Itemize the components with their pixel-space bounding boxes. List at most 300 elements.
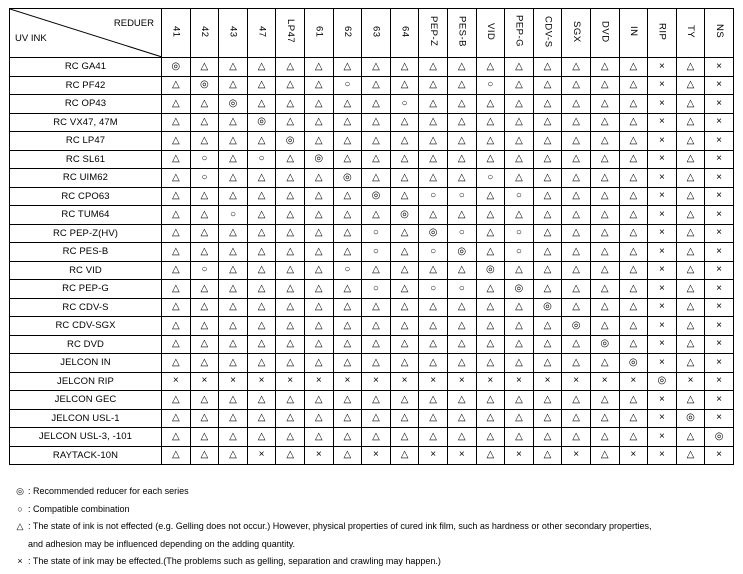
compatibility-cell: △ — [162, 428, 191, 447]
column-header-label: 43 — [227, 25, 239, 38]
compatibility-cell: △ — [619, 150, 648, 169]
compatibility-cell: △ — [219, 335, 248, 354]
column-header-label: PEP-Z — [427, 16, 439, 47]
compatibility-cell: × — [705, 446, 734, 465]
compatibility-cell: ◎ — [362, 187, 391, 206]
compatibility-cell: × — [705, 206, 734, 225]
ink-name-cell: RC OP43 — [10, 95, 162, 114]
compatibility-cell: △ — [276, 317, 305, 336]
compatibility-cell: △ — [419, 132, 448, 151]
compatibility-cell: △ — [419, 298, 448, 317]
compatibility-cell: △ — [276, 280, 305, 299]
compatibility-cell: △ — [247, 335, 276, 354]
compatibility-cell: △ — [619, 391, 648, 410]
compatibility-cell: × — [562, 446, 591, 465]
compatibility-cell: △ — [247, 391, 276, 410]
compatibility-cell: △ — [505, 391, 534, 410]
compatibility-cell: △ — [247, 76, 276, 95]
compatibility-cell: × — [648, 409, 677, 428]
compatibility-cell: △ — [276, 298, 305, 317]
compatibility-cell: △ — [419, 169, 448, 188]
compatibility-cell: △ — [162, 169, 191, 188]
compatibility-cell: △ — [590, 243, 619, 262]
column-header — [590, 9, 619, 58]
compatibility-cell: △ — [162, 335, 191, 354]
compatibility-cell: ○ — [447, 224, 476, 243]
legend-item — [12, 556, 441, 566]
compatibility-cell: △ — [276, 169, 305, 188]
compatibility-cell: × — [247, 446, 276, 465]
compatibility-cell: △ — [676, 132, 705, 151]
table-row — [10, 354, 734, 373]
compatibility-cell: × — [505, 372, 534, 391]
compatibility-cell: △ — [219, 261, 248, 280]
compatibility-cell: × — [705, 169, 734, 188]
compatibility-cell: ◎ — [533, 298, 562, 317]
compatibility-cell: △ — [676, 187, 705, 206]
ink-name-cell: RC GA41 — [10, 58, 162, 77]
compatibility-cell: △ — [304, 261, 333, 280]
compatibility-cell: △ — [476, 335, 505, 354]
compatibility-cell: △ — [162, 150, 191, 169]
compatibility-cell: △ — [476, 280, 505, 299]
compatibility-cell: △ — [590, 76, 619, 95]
compatibility-cell: △ — [590, 317, 619, 336]
column-header — [705, 9, 734, 58]
header-row — [10, 9, 734, 58]
compatibility-cell: △ — [590, 280, 619, 299]
compatibility-cell: △ — [333, 187, 362, 206]
column-header-label: 41 — [170, 25, 182, 38]
compatibility-cell: × — [705, 409, 734, 428]
legend-item — [12, 521, 652, 532]
compatibility-cell: △ — [304, 317, 333, 336]
compatibility-cell: ◎ — [476, 261, 505, 280]
column-header — [619, 9, 648, 58]
compatibility-cell: △ — [447, 132, 476, 151]
compatibility-cell: × — [447, 372, 476, 391]
compatibility-cell: △ — [247, 354, 276, 373]
compatibility-cell: △ — [590, 113, 619, 132]
compatibility-cell: △ — [505, 113, 534, 132]
compatibility-cell: △ — [619, 409, 648, 428]
compatibility-cell: △ — [276, 113, 305, 132]
compatibility-cell: ○ — [505, 243, 534, 262]
compatibility-cell: × — [648, 224, 677, 243]
compatibility-cell: × — [648, 446, 677, 465]
compatibility-cell: △ — [247, 280, 276, 299]
compatibility-cell: △ — [590, 187, 619, 206]
compatibility-cell: △ — [419, 409, 448, 428]
compatibility-cell: ◎ — [676, 409, 705, 428]
compatibility-cell: △ — [676, 243, 705, 262]
compatibility-cell: △ — [562, 169, 591, 188]
compatibility-cell: △ — [476, 113, 505, 132]
compatibility-cell: △ — [276, 224, 305, 243]
compatibility-cell: △ — [562, 280, 591, 299]
compatibility-cell: △ — [276, 428, 305, 447]
ink-name-cell: JELCON RIP — [10, 372, 162, 391]
compatibility-cell: × — [705, 76, 734, 95]
column-header-label: LP47 — [284, 19, 296, 44]
compatibility-cell: × — [705, 280, 734, 299]
compatibility-cell: △ — [390, 354, 419, 373]
compatibility-cell: △ — [333, 95, 362, 114]
compatibility-cell: △ — [276, 243, 305, 262]
compatibility-cell: △ — [619, 169, 648, 188]
legend-text: : Recommended reducer for each series — [28, 486, 189, 496]
compatibility-cell: △ — [590, 169, 619, 188]
compatibility-cell: × — [648, 428, 677, 447]
compatibility-cell: △ — [247, 243, 276, 262]
compatibility-cell: × — [304, 446, 333, 465]
legend-symbol: ○ — [17, 504, 23, 514]
column-header — [447, 9, 476, 58]
compatibility-cell: △ — [362, 391, 391, 410]
compatibility-cell: ◎ — [590, 335, 619, 354]
compatibility-cell: △ — [162, 280, 191, 299]
ink-name-cell: RC PEP-G — [10, 280, 162, 299]
compatibility-cell: ◎ — [705, 428, 734, 447]
compatibility-cell: × — [648, 169, 677, 188]
ink-name-cell: RC PES-B — [10, 243, 162, 262]
compatibility-cell: △ — [390, 113, 419, 132]
compatibility-cell: △ — [219, 187, 248, 206]
compatibility-cell: △ — [676, 169, 705, 188]
compatibility-cell: ◎ — [648, 372, 677, 391]
compatibility-cell: △ — [333, 150, 362, 169]
column-header-label: CDV-S — [542, 15, 554, 48]
compatibility-cell: △ — [419, 354, 448, 373]
compatibility-cell: △ — [419, 206, 448, 225]
compatibility-cell: △ — [590, 150, 619, 169]
compatibility-cell: △ — [190, 428, 219, 447]
compatibility-cell: △ — [533, 391, 562, 410]
compatibility-cell: △ — [533, 409, 562, 428]
compatibility-cell: △ — [619, 280, 648, 299]
compatibility-cell: △ — [476, 58, 505, 77]
compatibility-cell: △ — [362, 58, 391, 77]
compatibility-cell: × — [304, 372, 333, 391]
compatibility-cell: ○ — [190, 169, 219, 188]
compatibility-cell: △ — [219, 298, 248, 317]
column-header-label: 42 — [199, 25, 211, 38]
compatibility-cell: × — [648, 187, 677, 206]
compatibility-cell: △ — [676, 428, 705, 447]
compatibility-cell: × — [705, 372, 734, 391]
compatibility-cell: × — [390, 372, 419, 391]
compatibility-cell: △ — [304, 206, 333, 225]
ink-axis-label: UV INK — [15, 33, 47, 44]
compatibility-cell: △ — [533, 95, 562, 114]
compatibility-cell: △ — [505, 335, 534, 354]
compatibility-cell: △ — [505, 206, 534, 225]
compatibility-cell: △ — [333, 206, 362, 225]
legend-item — [12, 486, 189, 497]
compatibility-cell: △ — [276, 261, 305, 280]
column-header — [219, 9, 248, 58]
compatibility-cell: ○ — [419, 187, 448, 206]
compatibility-cell: △ — [505, 169, 534, 188]
compatibility-cell: △ — [505, 58, 534, 77]
legend-text: and adhesion may be influenced depending on the adding quantity. — [28, 539, 296, 549]
compatibility-cell: × — [619, 372, 648, 391]
table-row — [10, 150, 734, 169]
ink-name-cell: RC CPO63 — [10, 187, 162, 206]
ink-name-cell: RC TUM64 — [10, 206, 162, 225]
ink-name-cell: RC VX47, 47M — [10, 113, 162, 132]
compatibility-cell: △ — [247, 132, 276, 151]
compatibility-cell: × — [705, 391, 734, 410]
compatibility-cell: △ — [247, 428, 276, 447]
compatibility-cell: △ — [676, 206, 705, 225]
compatibility-cell: △ — [390, 224, 419, 243]
compatibility-cell: △ — [505, 261, 534, 280]
table-row — [10, 76, 734, 95]
compatibility-cell: △ — [190, 95, 219, 114]
ink-name-cell: RC LP47 — [10, 132, 162, 151]
ink-name-cell: RC DVD — [10, 335, 162, 354]
compatibility-cell: △ — [333, 409, 362, 428]
compatibility-cell: × — [619, 446, 648, 465]
compatibility-cell: △ — [333, 298, 362, 317]
compatibility-cell: △ — [619, 224, 648, 243]
column-header-label: PES-B — [456, 15, 468, 47]
table-row — [10, 428, 734, 447]
compatibility-cell: △ — [362, 335, 391, 354]
compatibility-cell: △ — [590, 409, 619, 428]
compatibility-cell: ◎ — [304, 150, 333, 169]
table-row — [10, 317, 734, 336]
compatibility-cell: △ — [362, 409, 391, 428]
compatibility-cell: △ — [219, 150, 248, 169]
compatibility-cell: △ — [619, 58, 648, 77]
compatibility-cell: △ — [362, 428, 391, 447]
column-header-label: DVD — [599, 20, 611, 43]
compatibility-cell: △ — [247, 206, 276, 225]
compatibility-cell: △ — [476, 224, 505, 243]
compatibility-cell: △ — [447, 354, 476, 373]
compatibility-cell: △ — [476, 354, 505, 373]
compatibility-cell: △ — [562, 150, 591, 169]
compatibility-cell: △ — [619, 113, 648, 132]
compatibility-cell: △ — [619, 95, 648, 114]
compatibility-cell: △ — [562, 187, 591, 206]
compatibility-cell: △ — [362, 76, 391, 95]
compatibility-cell: △ — [390, 298, 419, 317]
compatibility-cell: △ — [390, 409, 419, 428]
compatibility-cell: △ — [333, 335, 362, 354]
compatibility-cell: ◎ — [190, 76, 219, 95]
compatibility-cell: × — [705, 187, 734, 206]
compatibility-cell: △ — [362, 150, 391, 169]
compatibility-cell: △ — [219, 243, 248, 262]
compatibility-cell: △ — [276, 187, 305, 206]
compatibility-cell: △ — [162, 391, 191, 410]
compatibility-cell: △ — [447, 169, 476, 188]
compatibility-cell: △ — [533, 335, 562, 354]
column-header — [648, 9, 677, 58]
compatibility-cell: △ — [476, 206, 505, 225]
compatibility-cell: ○ — [476, 76, 505, 95]
compatibility-cell: △ — [419, 335, 448, 354]
compatibility-cell: △ — [676, 317, 705, 336]
compatibility-cell: △ — [533, 58, 562, 77]
compatibility-cell: △ — [162, 354, 191, 373]
compatibility-cell: △ — [533, 280, 562, 299]
compatibility-cell: ○ — [505, 187, 534, 206]
column-header-label: 62 — [342, 25, 354, 38]
compatibility-cell: △ — [162, 132, 191, 151]
compatibility-cell: △ — [190, 113, 219, 132]
compatibility-cell: △ — [619, 187, 648, 206]
compatibility-cell: ○ — [419, 280, 448, 299]
compatibility-cell: × — [648, 206, 677, 225]
column-header — [362, 9, 391, 58]
compatibility-cell: △ — [533, 187, 562, 206]
compatibility-cell: ○ — [190, 261, 219, 280]
compatibility-cell: △ — [562, 224, 591, 243]
compatibility-cell: △ — [362, 354, 391, 373]
compatibility-cell: △ — [419, 95, 448, 114]
compatibility-cell: △ — [219, 409, 248, 428]
column-header — [162, 9, 191, 58]
compatibility-cell: × — [705, 261, 734, 280]
compatibility-cell: × — [648, 335, 677, 354]
ink-name-cell: RC CDV-S — [10, 298, 162, 317]
compatibility-cell: △ — [390, 132, 419, 151]
table-row — [10, 280, 734, 299]
compatibility-cell: △ — [333, 391, 362, 410]
compatibility-cell: × — [676, 372, 705, 391]
compatibility-cell: △ — [190, 243, 219, 262]
compatibility-cell: × — [648, 298, 677, 317]
table-row — [10, 243, 734, 262]
compatibility-cell: △ — [447, 335, 476, 354]
compatibility-cell: △ — [419, 58, 448, 77]
compatibility-cell: △ — [419, 428, 448, 447]
compatibility-cell: △ — [219, 354, 248, 373]
compatibility-cell: × — [333, 372, 362, 391]
compatibility-cell: ○ — [333, 261, 362, 280]
compatibility-cell: ◎ — [562, 317, 591, 336]
compatibility-cell: ◎ — [419, 224, 448, 243]
compatibility-cell: × — [705, 354, 734, 373]
compatibility-cell: △ — [562, 113, 591, 132]
compatibility-cell: △ — [247, 169, 276, 188]
compatibility-cell: △ — [676, 95, 705, 114]
compatibility-cell: △ — [390, 317, 419, 336]
compatibility-cell: × — [219, 372, 248, 391]
compatibility-cell: △ — [590, 446, 619, 465]
compatibility-cell: △ — [190, 187, 219, 206]
compatibility-cell: △ — [304, 224, 333, 243]
compatibility-cell: △ — [190, 132, 219, 151]
column-header-label: RIP — [656, 22, 668, 41]
compatibility-cell: △ — [676, 58, 705, 77]
compatibility-cell: △ — [390, 428, 419, 447]
compatibility-cell: △ — [447, 206, 476, 225]
compatibility-cell: △ — [304, 58, 333, 77]
compatibility-cell: △ — [505, 95, 534, 114]
compatibility-cell: △ — [590, 95, 619, 114]
compatibility-cell: △ — [562, 391, 591, 410]
compatibility-cell: △ — [390, 243, 419, 262]
compatibility-cell: △ — [190, 298, 219, 317]
column-header — [190, 9, 219, 58]
column-header-label: SGX — [570, 20, 582, 43]
compatibility-cell: △ — [162, 446, 191, 465]
legend-symbol: △ — [16, 521, 24, 531]
table-row — [10, 446, 734, 465]
column-header-label: 47 — [256, 25, 268, 38]
compatibility-cell: △ — [533, 428, 562, 447]
compatibility-cell: ○ — [505, 224, 534, 243]
compatibility-cell: △ — [304, 335, 333, 354]
compatibility-cell: × — [705, 113, 734, 132]
compatibility-cell: △ — [676, 298, 705, 317]
compatibility-cell: △ — [505, 317, 534, 336]
compatibility-cell: △ — [619, 132, 648, 151]
compatibility-cell: △ — [619, 261, 648, 280]
compatibility-cell: ◎ — [505, 280, 534, 299]
compatibility-cell: △ — [533, 243, 562, 262]
compatibility-cell: △ — [247, 261, 276, 280]
compatibility-cell: △ — [562, 335, 591, 354]
compatibility-cell: △ — [619, 317, 648, 336]
table-row — [10, 58, 734, 77]
compatibility-cell: △ — [619, 335, 648, 354]
compatibility-cell: △ — [533, 354, 562, 373]
compatibility-cell: △ — [362, 206, 391, 225]
compatibility-cell: ○ — [362, 224, 391, 243]
compatibility-cell: △ — [190, 58, 219, 77]
compatibility-cell: △ — [676, 446, 705, 465]
compatibility-cell: △ — [447, 113, 476, 132]
compatibility-cell: △ — [562, 243, 591, 262]
compatibility-cell: △ — [219, 113, 248, 132]
compatibility-cell: △ — [505, 354, 534, 373]
compatibility-cell: △ — [333, 58, 362, 77]
compatibility-cell: △ — [533, 317, 562, 336]
legend-text: : The state of ink is not effected (e.g. Gelling does not occur.) However, physical properties of cured ink film, such as hardness or other secondary properties, — [28, 521, 652, 531]
compatibility-cell: △ — [476, 150, 505, 169]
column-header — [505, 9, 534, 58]
compatibility-cell: × — [648, 261, 677, 280]
compatibility-cell: △ — [505, 298, 534, 317]
ink-name-cell: JELCON GEC — [10, 391, 162, 410]
column-header-label: 63 — [370, 25, 382, 38]
compatibility-cell: × — [190, 372, 219, 391]
compatibility-cell: ◎ — [247, 113, 276, 132]
table-row — [10, 298, 734, 317]
compatibility-cell: △ — [447, 428, 476, 447]
compatibility-cell: △ — [676, 224, 705, 243]
compatibility-cell: △ — [562, 206, 591, 225]
compatibility-cell: △ — [333, 428, 362, 447]
compatibility-cell: △ — [419, 76, 448, 95]
ink-name-cell: RC VID — [10, 261, 162, 280]
compatibility-cell: ○ — [190, 150, 219, 169]
compatibility-cell: ○ — [447, 187, 476, 206]
compatibility-cell: × — [419, 372, 448, 391]
compatibility-cell: ◎ — [619, 354, 648, 373]
column-header — [419, 9, 448, 58]
compatibility-cell: △ — [247, 317, 276, 336]
ink-name-cell: RC UIM62 — [10, 169, 162, 188]
compatibility-cell: △ — [533, 169, 562, 188]
compatibility-cell: ○ — [419, 243, 448, 262]
